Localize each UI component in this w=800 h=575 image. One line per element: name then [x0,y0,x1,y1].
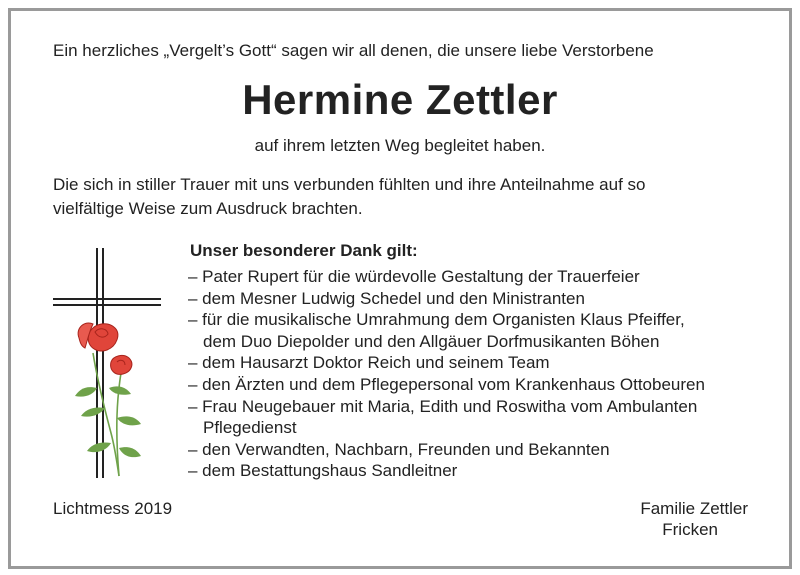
intro-text: Ein herzliches „Vergelt’s Gott“ sagen wir all denen, die unsere liebe Verstorbene [53,41,654,60]
list-item: – für die musikalische Umrahmung dem Organisten Klaus Pfeiffer, [188,310,685,330]
thanks-heading: Unser besonderer Dank gilt: [190,241,418,260]
thanks-list [188,266,705,482]
list-item: – dem Mesner Ludwig Schedel und den Ministranten [188,288,585,308]
list-item: – dem Hausarzt Doktor Reich und seinem Team [188,353,550,373]
list-item: – dem Bestattungshaus Sandleitner [188,461,458,481]
list-item: – Pater Rupert für die würdevolle Gestaltung der Trauerfeier [188,267,640,286]
deceased-name: Hermine Zettler [242,76,558,123]
list-item: – den Ärzten und dem Pflegepersonal vom Krankenhaus Ottobeuren [188,374,705,394]
rose-icon [75,323,141,476]
signature-place: Fricken [662,520,718,539]
paragraph-line: Die sich in stiller Trauer mit uns verbunden fühlten und ihre Anteilnahme auf so [53,175,646,194]
gratitude-paragraph [53,173,753,221]
subline-text: auf ihrem letzten Weg begleitet haben. [254,136,546,155]
signature-family: Familie Zettler [640,499,748,518]
cross-with-roses-icon [45,238,175,483]
list-item: – den Verwandten, Nachbarn, Freunden und Bekannten [188,439,610,459]
list-item: – Frau Neugebauer mit Maria, Edith und Roswitha vom Ambulanten [188,396,698,416]
list-item: Pflegedienst [203,418,297,438]
paragraph-line: vielfältige Weise zum Ausdruck brachten. [53,199,363,218]
list-item: dem Duo Diepolder und den Allgäuer Dorfmusikanten Böhen [203,331,660,351]
date-text: Lichtmess 2019 [53,499,173,518]
